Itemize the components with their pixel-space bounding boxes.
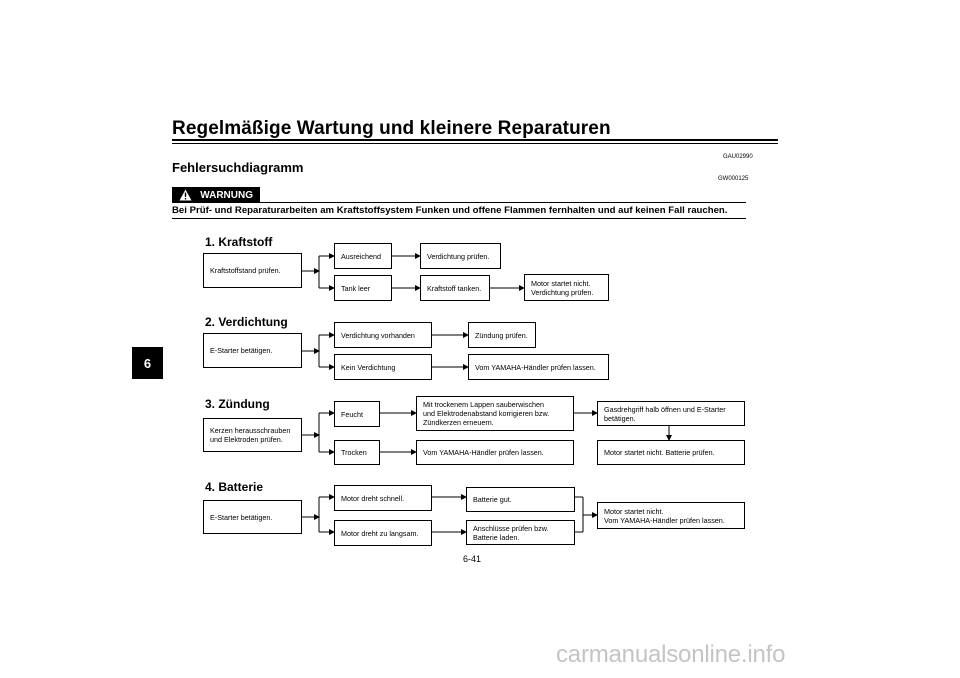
section-heading-batterie: 4. Batterie	[205, 480, 264, 494]
page-number: 6-41	[463, 554, 482, 564]
warning-text: Bei Prüf- und Reparaturarbeiten am Kraftstoffsystem Funken und offene Flammen fernhalten und auf keinen Fall rauchen.	[172, 205, 728, 216]
box-motor-startet-nicht-verdichtung: Motor startet nicht. Verdichtung prüfen.	[524, 274, 609, 301]
box-kraftstoffstand-pruefen: Kraftstoffstand prüfen.	[203, 253, 302, 288]
box-sauberwischen: Mit trockenem Lappen sauberwischen und Elektrodenabstand korrigieren bzw. Zündkerzen erneuern.	[416, 396, 574, 431]
box-vom-haendler-pruefen-2: Vom YAMAHA-Händler prüfen lassen.	[468, 354, 609, 380]
section-heading-verdichtung: 2. Verdichtung	[205, 315, 288, 329]
box-zuendung-pruefen: Zündung prüfen.	[468, 322, 536, 348]
chapter-tab: 6	[132, 347, 163, 379]
box-gasdrehgriff: Gasdrehgriff halb öffnen und E-Starter betätigen.	[597, 401, 745, 426]
box-motor-startet-nicht-haendler: Motor startet nicht. Vom YAMAHA-Händler prüfen lassen.	[597, 502, 745, 529]
box-kraftstoff-tanken: Kraftstoff tanken.	[420, 275, 490, 301]
box-ausreichend: Ausreichend	[334, 243, 392, 269]
box-e-starter-betaetigen: E-Starter betätigen.	[203, 333, 302, 368]
box-vom-haendler-pruefen-3: Vom YAMAHA-Händler prüfen lassen.	[416, 440, 574, 465]
page-title: Regelmäßige Wartung und kleinere Reparaturen	[172, 118, 611, 139]
box-kerzen-herausschrauben: Kerzen herausschrauben und Elektroden prüfen.	[203, 418, 302, 452]
box-kein-verdichtung: Kein Verdichtung	[334, 354, 432, 380]
warning-code: GW000125	[718, 176, 749, 182]
warning-label: WARNUNG	[200, 189, 253, 201]
box-trocken: Trocken	[334, 440, 380, 465]
watermark: carmanualsonline.info	[556, 641, 786, 668]
section-heading-kraftstoff: 1. Kraftstoff	[205, 235, 273, 249]
box-e-starter-betaetigen-4: E-Starter betätigen.	[203, 500, 302, 534]
box-batterie-gut: Batterie gut.	[466, 487, 575, 512]
box-motor-dreht-zu-langsam: Motor dreht zu langsam.	[334, 520, 432, 546]
box-anschluesse-pruefen: Anschlüsse prüfen bzw. Batterie laden.	[466, 520, 575, 545]
box-verdichtung-vorhanden: Verdichtung vorhanden	[334, 322, 432, 348]
box-batterie-pruefen: Motor startet nicht. Batterie prüfen.	[597, 440, 745, 465]
section-title: Fehlersuchdiagramm	[172, 160, 304, 175]
section-heading-zuendung: 3. Zündung	[205, 397, 270, 411]
box-motor-dreht-schnell: Motor dreht schnell.	[334, 485, 432, 511]
box-feucht: Feucht	[334, 401, 380, 427]
box-verdichtung-pruefen: Verdichtung prüfen.	[420, 243, 501, 269]
doc-code: GAU02990	[723, 154, 753, 160]
box-tank-leer: Tank leer	[334, 275, 392, 301]
